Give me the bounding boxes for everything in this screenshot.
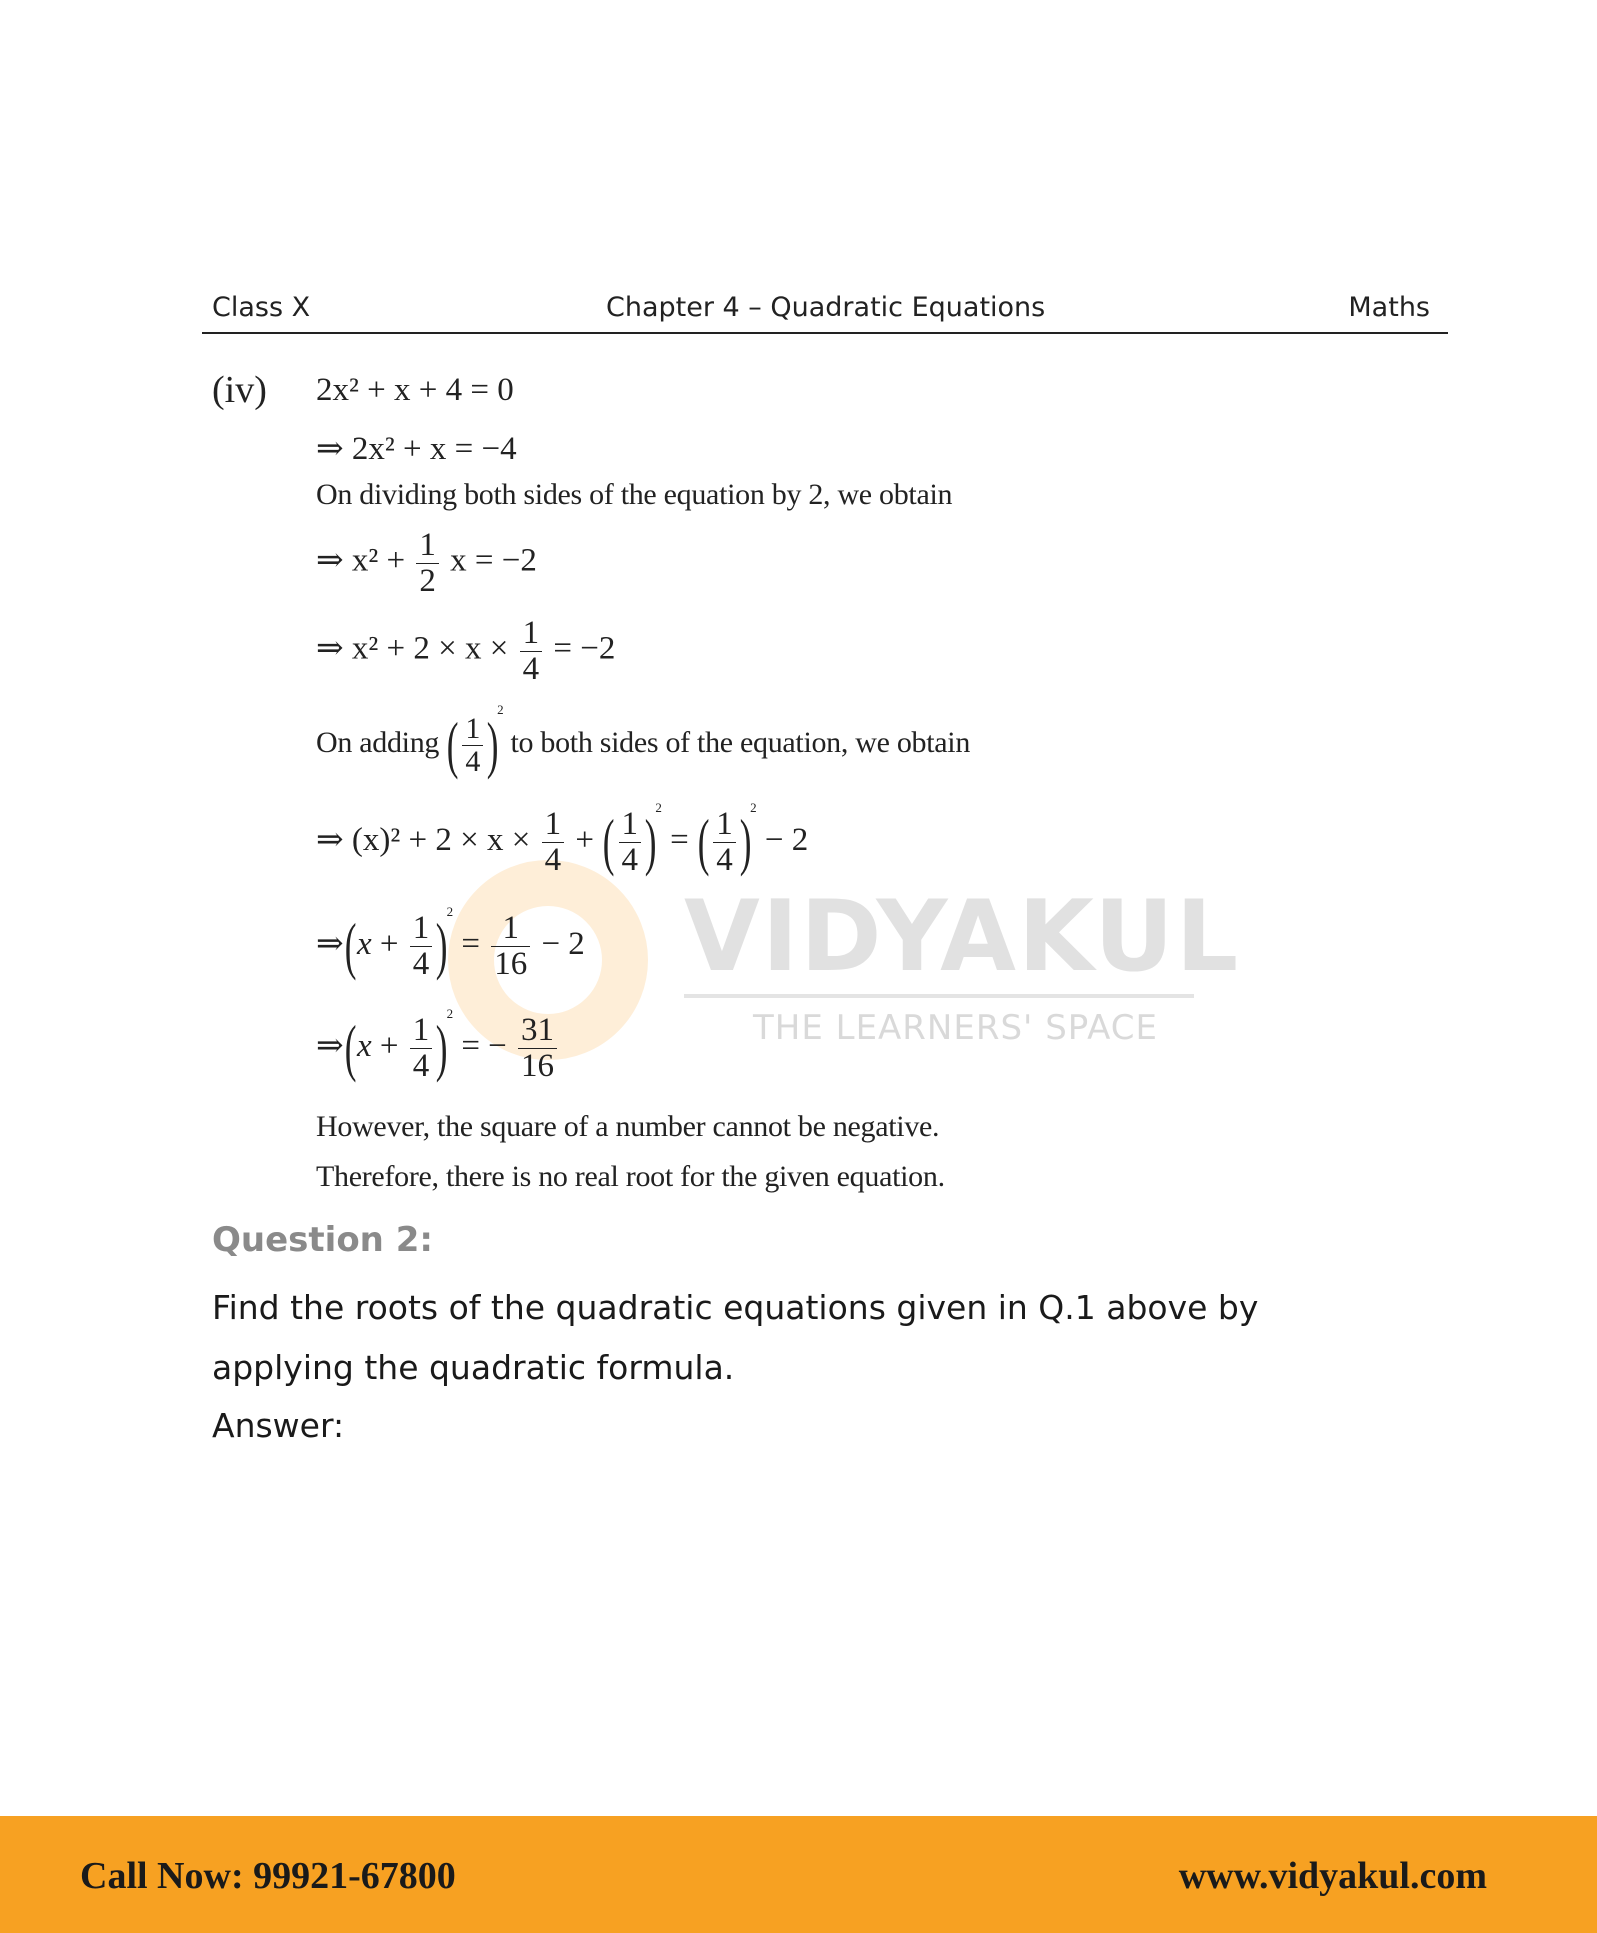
question-line-1: Find the roots of the quadratic equations given in Q.1 above by xyxy=(212,1288,1259,1327)
paren-close: ) xyxy=(739,806,752,878)
paren-open: ( xyxy=(603,806,615,878)
watermark-subtitle: THE LEARNERS' SPACE xyxy=(753,1008,1159,1048)
eq4-prefix: ⇒ x² + 2 × x × xyxy=(316,630,509,667)
fraction-quarter xyxy=(619,807,642,877)
frac-num: 1 xyxy=(410,911,433,947)
fraction-half xyxy=(416,528,439,598)
square-exponent: 2 xyxy=(497,702,504,717)
frac-num: 1 xyxy=(416,528,439,564)
frac-num: 1 xyxy=(491,911,530,947)
frac-den: 4 xyxy=(522,650,540,687)
paren-close: ) xyxy=(486,709,499,781)
eq5-prefix: ⇒ (x)² + 2 × x × xyxy=(316,822,531,858)
part-label: (iv) xyxy=(212,369,267,411)
text-however: However, the square of a number cannot be negative. xyxy=(316,1110,940,1143)
fraction-quarter xyxy=(410,1013,433,1083)
square-exponent: 2 xyxy=(446,1006,454,1021)
page-header xyxy=(202,286,1448,334)
frac-num: 1 xyxy=(410,1013,433,1049)
equation-7: ⇒(x + $\frac{1}{4}$ )$^2$ = − $\frac{31}{16}$ xyxy=(316,1006,560,1085)
eq3-suffix: x = −2 xyxy=(450,542,537,579)
paren-open: ( xyxy=(344,1012,357,1084)
frac-num: 1 xyxy=(713,807,736,843)
question-title: Question 2: xyxy=(212,1220,433,1260)
square-exponent: 2 xyxy=(446,904,454,919)
equation-2: ⇒ 2x² + x = −4 xyxy=(316,431,517,467)
paren-open: ( xyxy=(447,709,459,781)
fraction-quarter xyxy=(713,807,736,877)
class-label: Class X xyxy=(212,292,311,323)
paren-close: ) xyxy=(436,910,448,982)
frac-den: 4 xyxy=(544,841,562,878)
watermark-title: VIDYAKUL xyxy=(684,880,1241,994)
fraction-sixteenth xyxy=(491,911,530,981)
square-exponent: 2 xyxy=(750,800,757,815)
website-link[interactable]: www.vidyakul.com xyxy=(1178,1855,1487,1897)
frac-den: 16 xyxy=(521,1047,555,1084)
equation-4 xyxy=(316,616,615,686)
fraction-quarter xyxy=(410,911,433,981)
frac-num: 31 xyxy=(518,1013,557,1049)
call-now-text: Call Now: 99921-67800 xyxy=(80,1855,456,1897)
paren-open: ( xyxy=(344,910,357,982)
fraction-quarter xyxy=(542,807,565,877)
frac-den: 4 xyxy=(465,744,481,778)
frac-num: 1 xyxy=(462,713,483,746)
text-therefore: Therefore, there is no real root for the given equation. xyxy=(316,1160,945,1193)
equation-3 xyxy=(316,528,537,598)
frac-den: 2 xyxy=(419,562,436,599)
frac-den: 16 xyxy=(494,945,528,982)
footer-banner xyxy=(0,1816,1597,1933)
fraction-31-16 xyxy=(518,1013,557,1083)
text-adding xyxy=(316,702,970,782)
fraction-quarter xyxy=(462,713,483,777)
fraction-quarter xyxy=(520,616,543,686)
equation-6: ⇒(x + $\frac{1}{4}$ )$^2$ = $\frac{1}{16}$ − 2 xyxy=(316,904,585,982)
subject-label: Maths xyxy=(1348,292,1430,323)
equation-1: 2x² + x + 4 = 0 xyxy=(316,372,514,408)
equation-5: ⇒ (x)² + 2 × x × $\frac{1}{4}$ + ( $\frac{1}{4}$ )$^2$ = ( $\frac{1}{4}$ )$^2$ − 2 xyxy=(316,800,809,878)
eq3-prefix: ⇒ x² + xyxy=(316,542,406,579)
paren-open: ( xyxy=(697,806,710,878)
frac-num: 1 xyxy=(520,616,543,652)
chapter-title: Chapter 4 – Quadratic Equations xyxy=(606,292,1046,323)
frac-den: 4 xyxy=(412,945,430,982)
answer-label: Answer: xyxy=(212,1406,345,1445)
eq5-suffix: − 2 xyxy=(764,822,809,858)
frac-den: 4 xyxy=(412,1047,430,1084)
question-line-2: applying the quadratic formula. xyxy=(212,1348,735,1387)
eq6-suffix: − 2 xyxy=(541,926,585,962)
add-suffix: to both sides of the equation, we obtain xyxy=(510,726,971,759)
square-exponent: 2 xyxy=(655,800,662,815)
frac-num: 1 xyxy=(619,807,642,843)
eq4-suffix: = −2 xyxy=(553,630,616,667)
frac-num: 1 xyxy=(542,807,565,843)
vidyakul-watermark xyxy=(448,860,1241,1120)
paren-close: ) xyxy=(644,806,657,878)
watermark-divider xyxy=(684,994,1194,998)
add-prefix: On adding xyxy=(316,726,440,759)
text-dividing: On dividing both sides of the equation by 2, we obtain xyxy=(316,478,953,511)
paren-close: ) xyxy=(436,1012,448,1084)
frac-den: 4 xyxy=(621,841,639,878)
frac-den: 4 xyxy=(716,841,733,878)
